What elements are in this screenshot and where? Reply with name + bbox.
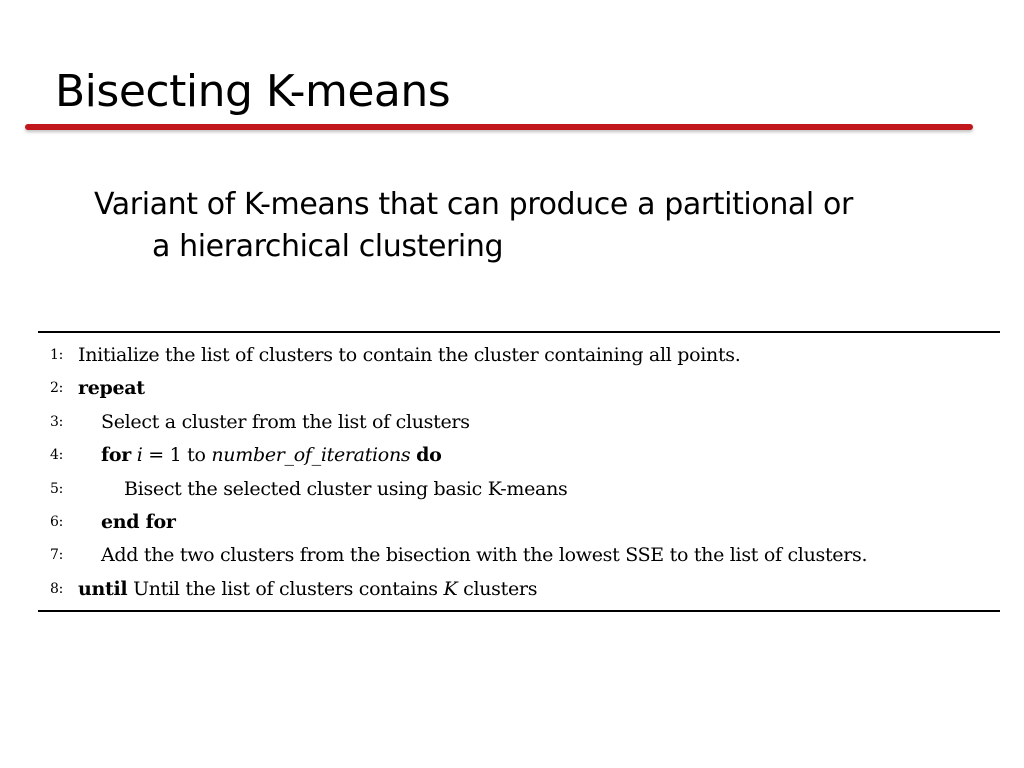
until-clause — [78, 573, 537, 606]
line-number: 7: — [50, 547, 64, 564]
loop-variable: i — [136, 444, 143, 467]
line-text: Initialize the list of clusters to contain the cluster containing all points. — [78, 344, 741, 366]
line-number: 1: — [50, 347, 64, 363]
bullet-line-1: Variant of K-means that can produce a partitional or — [94, 187, 853, 222]
algorithm-box — [38, 331, 1000, 612]
algorithm-line-8 — [38, 573, 1000, 606]
bullet-text — [94, 184, 974, 268]
line-number: 3: — [50, 413, 64, 430]
until-text-a: Until the list of clusters contains — [133, 577, 438, 600]
bullet-line-2: a hierarchical clustering — [152, 229, 504, 264]
algorithm-line-6 — [38, 506, 1000, 539]
line-number: 8: — [50, 580, 64, 597]
line-number: 4: — [50, 447, 64, 464]
line-number: 5: — [50, 480, 64, 497]
algorithm-line-7 — [38, 539, 1000, 572]
keyword-end-for: end for — [101, 510, 176, 533]
line-number: 2: — [50, 380, 64, 397]
until-text-b: clusters — [463, 577, 538, 600]
title-underline — [25, 124, 973, 130]
keyword-for: for — [101, 444, 131, 467]
loop-range: = 1 to — [148, 444, 206, 467]
keyword-do: do — [416, 444, 442, 467]
algorithm-line-3 — [38, 406, 1000, 439]
algorithm-line-4 — [38, 439, 1000, 472]
algorithm-line-5 — [38, 473, 1000, 506]
loop-bound: number_of_iterations — [211, 444, 411, 467]
algorithm-line-2 — [38, 372, 1000, 405]
algorithm-line-1 — [38, 339, 1000, 372]
line-text: Add the two clusters from the bisection with the lowest SSE to the list of clusters. — [101, 544, 868, 567]
keyword-until: until — [78, 577, 128, 600]
cluster-count-variable: K — [443, 577, 458, 600]
line-text: Select a cluster from the list of clusters — [101, 410, 470, 433]
slide-title: Bisecting K-means — [55, 66, 451, 117]
for-loop-header — [78, 439, 441, 472]
keyword-repeat: repeat — [78, 377, 145, 400]
line-text: Bisect the selected cluster using basic K-means — [124, 477, 568, 500]
line-number: 6: — [50, 513, 64, 530]
